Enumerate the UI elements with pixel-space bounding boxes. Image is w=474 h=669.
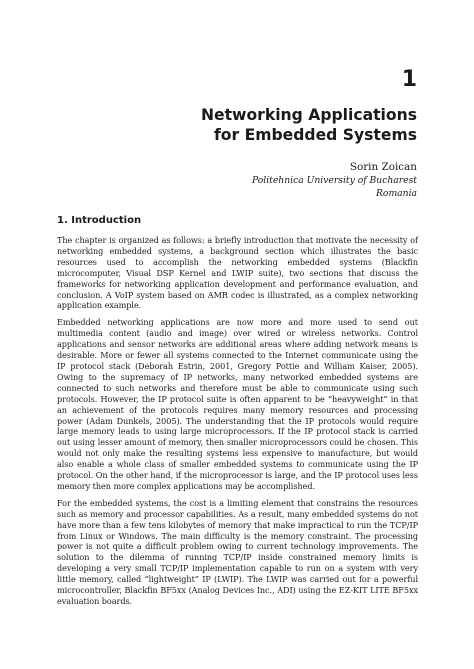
- chapter-title: [201, 106, 417, 145]
- paragraph-1: The chapter is organized as follows: a briefly introduction that motivate the necessity of networking embedded systems, a background section which illustrates the basic resources used to accomplish the networking embedded systems (Blackfin microcomputer, Visual DSP Kernel and LWIP suite), two sections that discuss the frameworks for networking application development and performance evaluation, and conclusion. A VoIP system based on AMR codec is illustrated, as a complex networking application example.: [57, 235, 418, 311]
- chapter-title-line-2: for Embedded Systems: [214, 125, 417, 144]
- author-country: Romania: [376, 188, 417, 199]
- body-text: [57, 235, 418, 613]
- chapter-title-line-1: Networking Applications: [200, 106, 417, 124]
- paragraph-2: Embedded networking applications are now more and more used to send out multimedia content (audio and image) over wired or wireless networks. Control applications and sensor networks are additional areas where adding network means is desirable. More or fewer all systems connected to the Internet communicate using the IP protocol stack (Deborah Estrin, 2001, Gregory Pottie and William Kaiser, 2005). Owing to the supremacy of IP networks, many networked embedded systems are connected to such networks and therefore must be able to communicate using such protocols. However, the IP protocol suite is often apparent to be “heavyweight” in that an achievement of the protocols requires many memory resources and processing power (Adam Dunkels, 2005). The understanding that the IP protocols would require large memory leads to using large microprocessors. If the IP protocol stack is carried out using lesser amount of memory, then smaller microprocessors could be chosen. This would not only make the resulting systems less expensive to manufacture, but would also enable a whole class of smaller embedded systems to communicate using the IP protocol. On the other hand, if the microprocessor is large, and the IP protocol uses less memory then more complex applications may be accomplished.: [57, 317, 418, 491]
- chapter-number: 1: [401, 67, 417, 92]
- paragraph-3: For the embedded systems, the cost is a limiting element that constrains the resources such as memory and processor capabilities. As a result, many embedded systems do not have more than a few tens kilobytes of memory that make impractical to run the TCP/IP from Linux or Windows. The main difficulty is the memory constraint. The processing power is not quite a difficult problem owing to current technology improvements. The solution to the dilemma of running TCP/IP inside constrained memory limits is developing a very small TCP/IP implementation capable to run on a system with very little memory, called “lightweight” IP (LWIP). The LWIP was carried out for a powerful microcontroller, Blackfin BF5xx (Analog Devices Inc., ADI) using the EZ-KIT LITE BF5xx evaluation boards.: [57, 497, 418, 606]
- section-heading: 1. Introduction: [57, 215, 142, 226]
- author-affiliation: Politehnica University of Bucharest: [251, 175, 417, 186]
- author-name: Sorin Zoican: [349, 161, 417, 173]
- author-block: [252, 161, 417, 200]
